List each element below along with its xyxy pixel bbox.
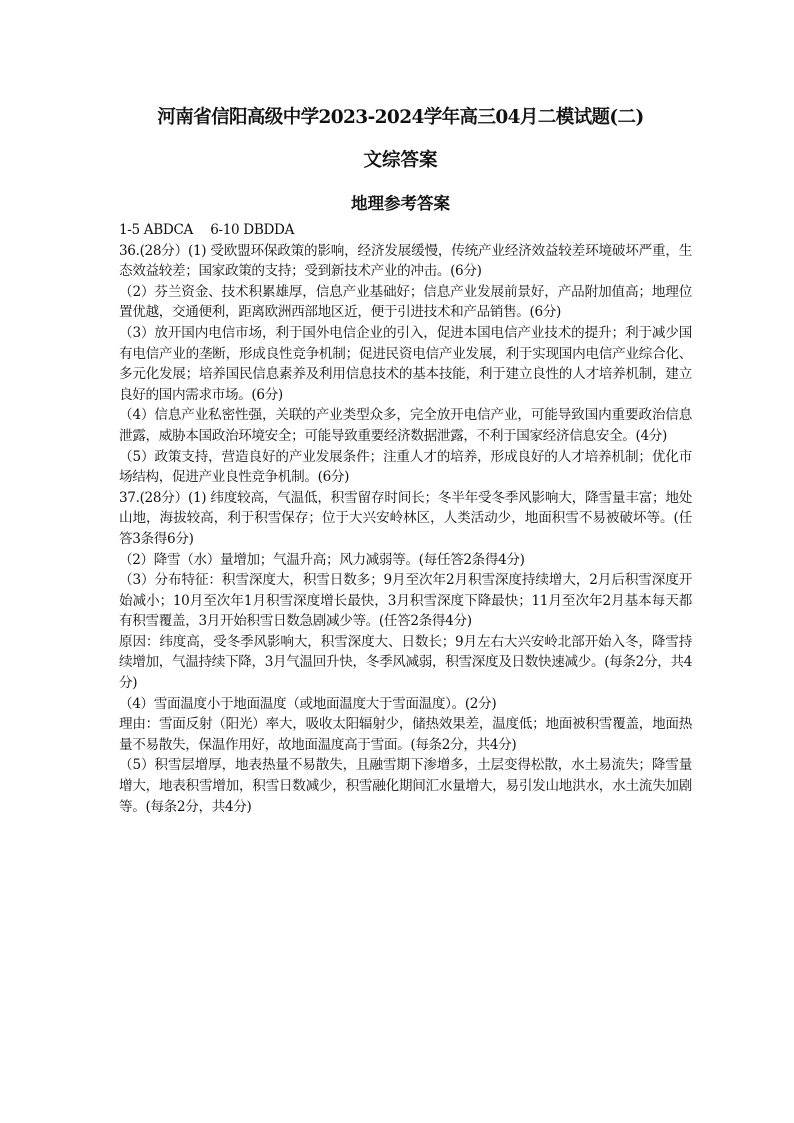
q37-part1: 37.(28分）(1) 纬度较高，气温低，积雪留存时间长；冬半年受冬季风影响大，降雪量丰富；地处山地，海拔较高，利于积雪保存；位于大兴安岭林区，人类活动少，地面积雪不易被破坏等。(任答3条得6分) — [119, 489, 692, 547]
document-subtitle: 文综答案 — [363, 150, 438, 171]
multiple-choice-answers: 1-5 ABDCA 6-10 DBDDA — [119, 222, 295, 238]
exam-title: 河南省信阳高级中学2023-2024学年高三04月二模试题(二) — [157, 107, 644, 128]
q36-part1: 36.(28分）(1) 受欧盟环保政策的影响，经济发展缓慢，传统产业经济效益较差环境破坏严重，生态效益较差；国家政策的支持；受到新技术产业的冲击。(6分) — [119, 242, 692, 280]
q36-part5: （5）政策支持，营造良好的产业发展条件；注重人才的培养，形成良好的人才培养机制；优化市场结构，促进产业良性竞争机制。(6分) — [119, 448, 692, 486]
q37-part4-reason: 理由：雪面反射（阳光）率大，吸收太阳辐射少，储热效果差，温度低；地面被积雪覆盖，地面热量不易散失，保温作用好，故地面温度高于雪面。(每条2分，共4分) — [119, 716, 692, 753]
q37-part4-answer: （4）雪面温度小于地面温度（或地面温度大于雪面温度）。(2分) — [119, 695, 497, 712]
q36-part3: （3）放开国内电信市场，利于国外电信企业的引入，促进本国电信产业技术的提升；利于减少国有电信产业的垄断，形成良性竞争机制；促进民资电信产业发展，利于实现国内电信产业综合化、多元化发展；培养国民信息素养及利用信息技术的基本技能，利于建立良性的人才培养机制，建立良好的国内需求市场。(6分) — [119, 324, 692, 403]
q37-part3-reasons: 原因：纬度高，受冬季风影响大，积雪深度大、日数长；9月左右大兴安岭北部开始入冬，降雪持续增加，气温持续下降，3月气温回升快，冬季风减弱，积雪深度及日数快速减少。(每条2分，共4分) — [119, 633, 692, 692]
q37-part3-features: （3）分布特征：积雪深度大，积雪日数多；9月至次年2月积雪深度持续增大，2月后积雪深度开始减小；10月至次年1月积雪深度增长最快，3月积雪深度下降最快；11月至次年2月基本每天都有积雪覆盖，3月开始积雪日数急剧减少等。(任答2条得4分) — [119, 572, 692, 630]
q36-part4: （4）信息产业私密性强，关联的产业类型众多，完全放开电信产业，可能导致国内重要政治信息泄露，威胁本国政治环境安全；可能导致重要经济数据泄露，不利于国家经济信息安全。(4分) — [119, 407, 692, 444]
q37-part2: （2）降雪（水）量增加；气温升高；风力减弱等。(每任答2条得4分) — [119, 551, 525, 568]
answer-body — [119, 220, 692, 817]
q37-part5: （5）积雪层增厚，地表热量不易散失，且融雪期下渗增多，土层变得松散，水土易流失；降雪量增大，地表积雪增加，积雪日数减少，积雪融化期间汇水量增大，易引发山地洪水，水土流失加剧等。(每条2分，共4分) — [119, 757, 692, 815]
q36-part2: （2）芬兰资金、技术积累雄厚，信息产业基础好；信息产业发展前景好，产品附加值高；地理位置优越，交通便利，距离欧洲西部地区近，便于引进技术和产品销售。(6分) — [119, 283, 692, 321]
section-heading: 地理参考答案 — [351, 194, 450, 213]
